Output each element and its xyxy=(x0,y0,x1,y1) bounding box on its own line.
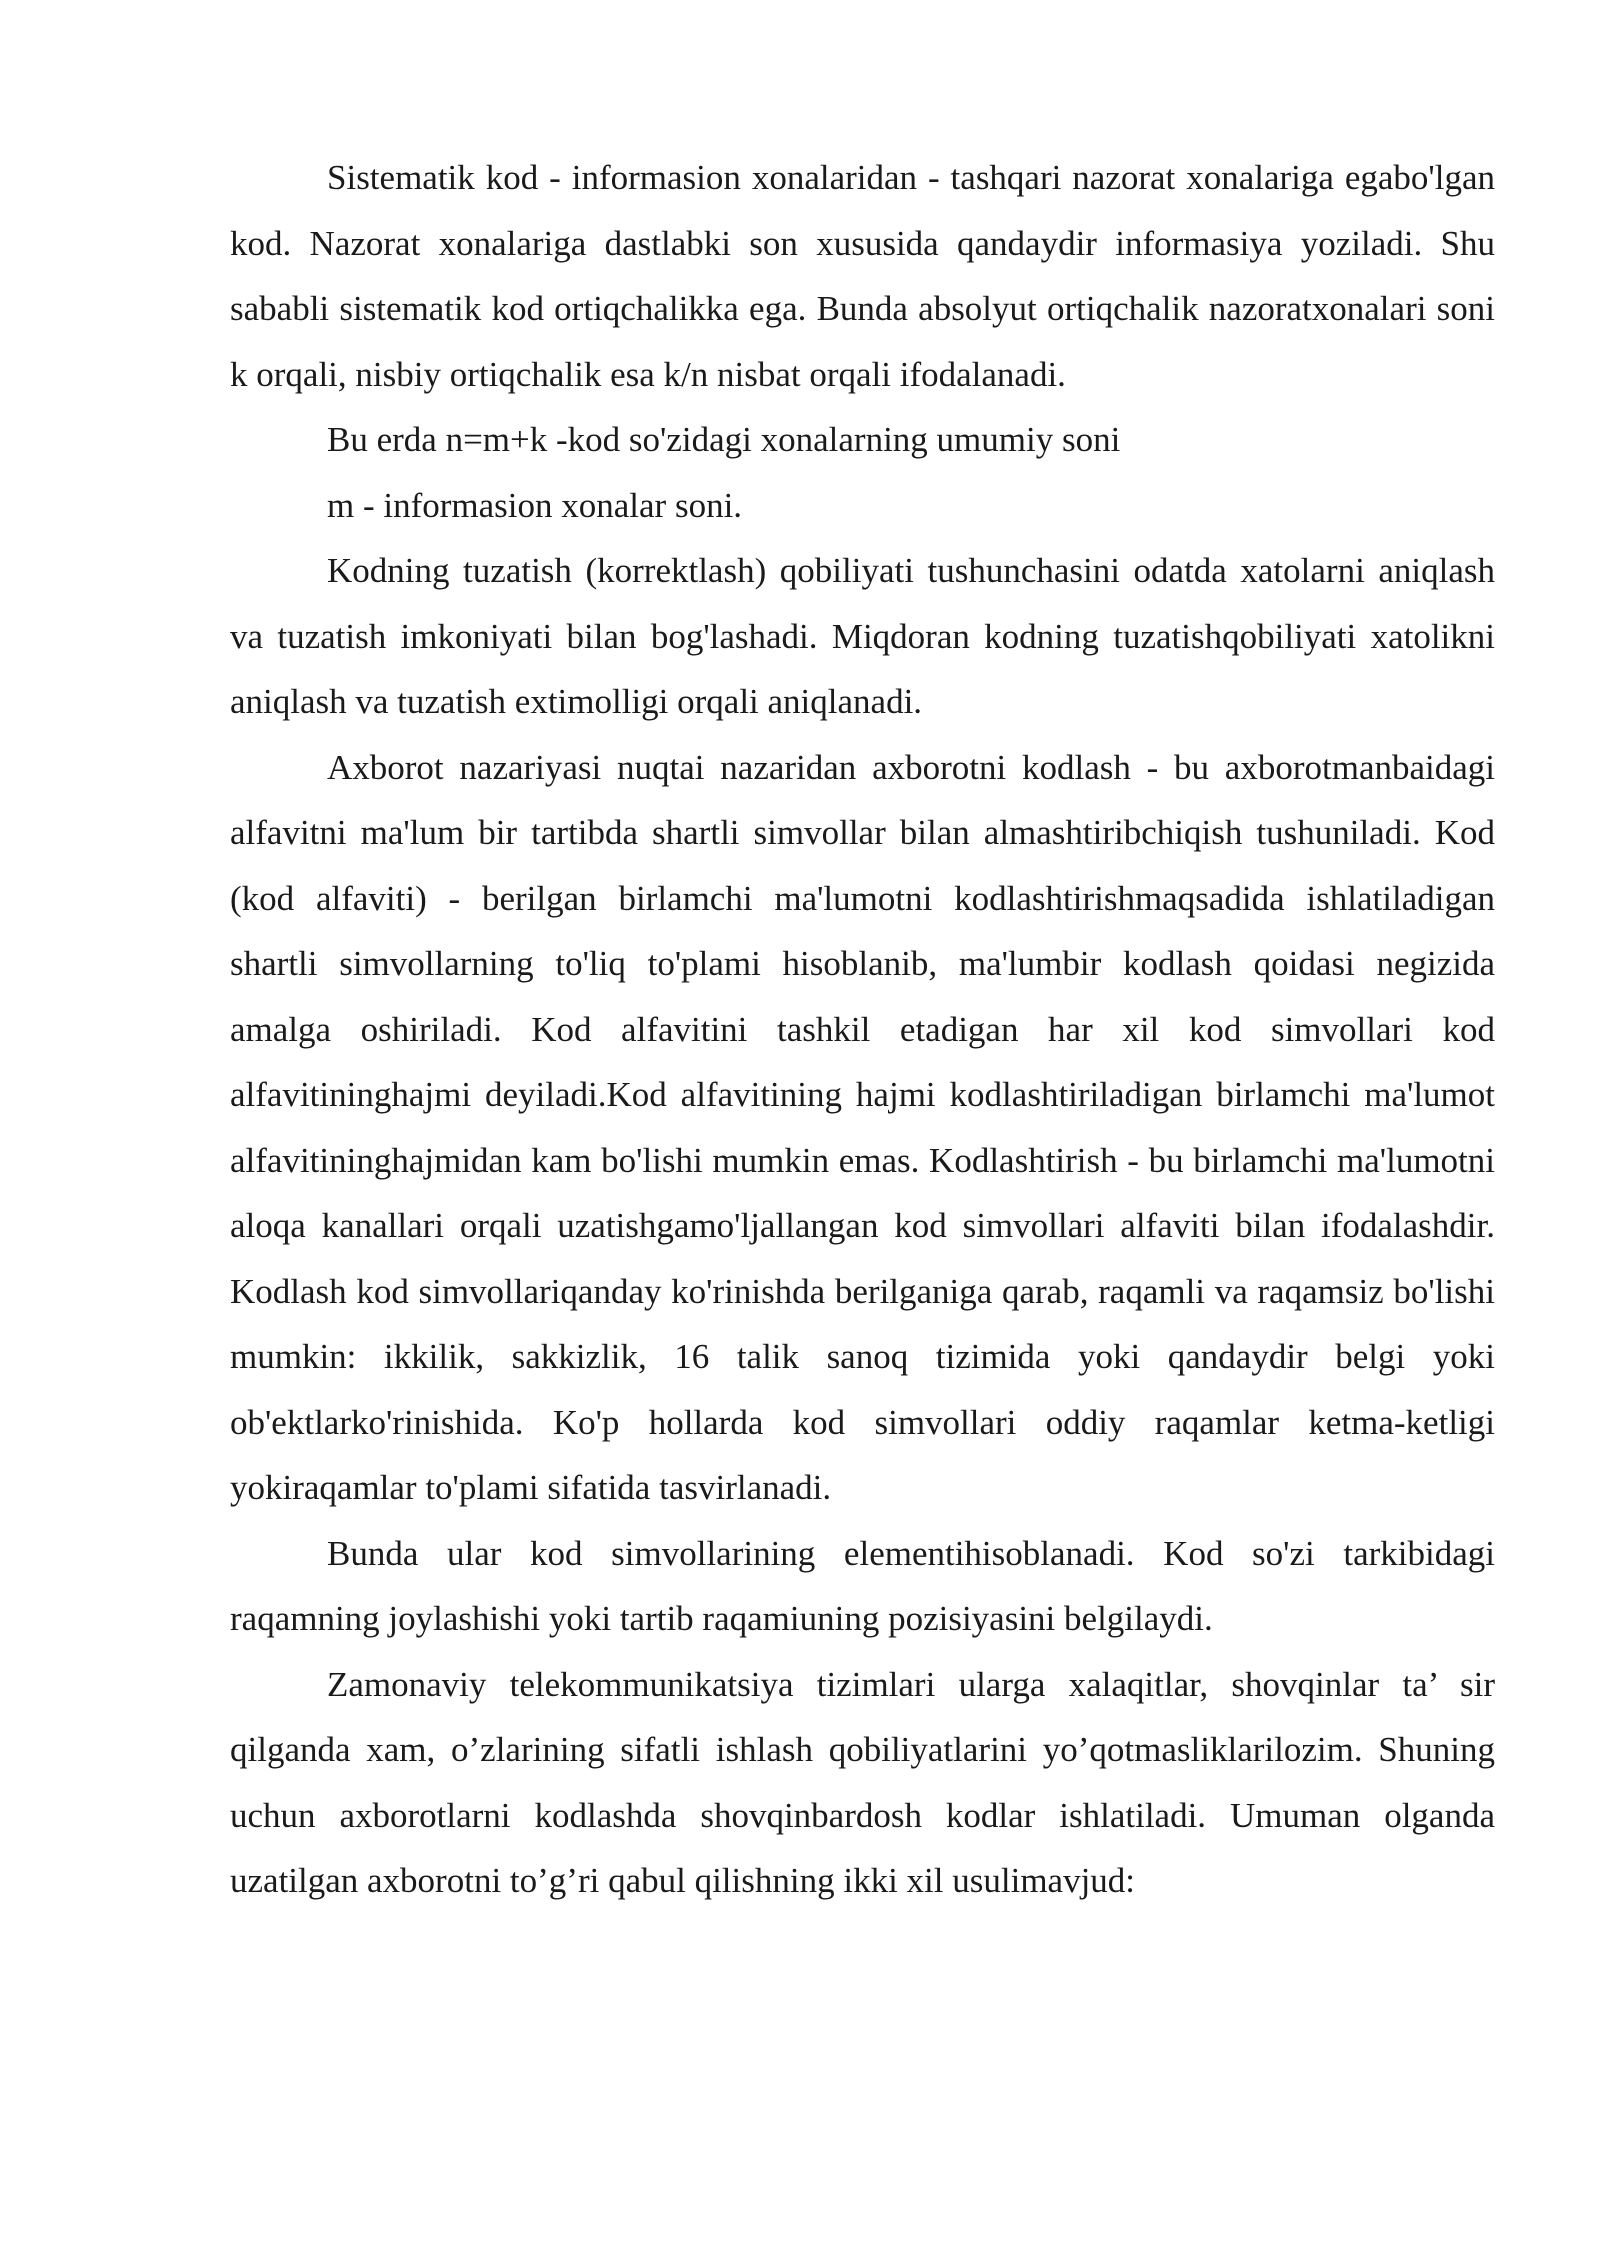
paragraph-information-theory: Axborot nazariyasi nuqtai nazaridan axborotni kodlash - bu axborotmanbaidagi alfavitni ma'lum bir tartibda shartli simvollar bilan almashtiribchiqish tushuniladi. Kod (kod alfaviti) - berilgan birlamchi ma'lumotni kodlashtirishmaqsadida ishlatiladigan shartli simvollarning to'liq to'plami hisoblanib, ma'lumbir kodlash qoidasi negizida amalga oshiriladi. Kod alfavitini tashkil etadigan har xil kod simvollari kod alfavitininghajmi deyiladi.Kod alfavitining hajmi kodlashtiriladigan birlamchi ma'lumot alfavitininghajmidan kam bo'lishi mumkin emas. Kodlashtirish - bu birlamchi ma'lumotni aloqa kanallari orqali uzatishgamo'ljallangan kod simvollari alfaviti bilan ifodalashdir. Kodlash kod simvollariqanday ko'rinishda berilganiga qarab, raqamli va raqamsiz bo'lishi mumkin: ikkilik, sakkizlik, 16 talik sanoq tizimida yoki qandaydir belgi yoki ob'ektlarko'rinishida. Ko'p hollarda kod simvollari oddiy raqamlar ketma-ketligi yokiraqamlar to'plami sifatida tasvirlanadi. xyxy=(230,747,1495,1507)
paragraph-correction-ability: Kodning tuzatish (korrektlash) qobiliyati tushunchasini odatda xatolarni aniqlash va tuzatish imkoniyati bilan bog'lashadi. Miqdoran kodning tuzatishqobiliyati xatolikni aniqlash va tuzatish extimolligi orqali aniqlanadi. xyxy=(230,551,1495,721)
paragraph-code-elements: Bunda ular kod simvollarining elementihisoblanadi. Kod so'zi tarkibidagi raqamning joylashishi yoki tartib raqamiuning pozisiyasini belgilaydi. xyxy=(230,1533,1495,1638)
paragraph-systematic-code: Sistematik kod - informasion xonalaridan - tashqari nazorat xonalariga egabo'lgan kod. Nazorat xonalariga dastlabki son xususida qandaydir informasiya yoziladi. Shu sababli sistematik kod ortiqchalikka ega. Bunda absolyut ortiqchalik nazoratxonalari soni k orqali, nisbiy ortiqchalik esa k/n nisbat orqali ifodalanadi. xyxy=(230,158,1495,394)
paragraph-formula-m: m - informasion xonalar soni. xyxy=(327,485,743,525)
paragraph-formula-n: Bu erda n=m+k -kod so'zidagi xonalarning umumiy soni xyxy=(327,420,1121,459)
paragraph-telecom-systems: Zamonaviy telekommunikatsiya tizimlari ularga xalaqitlar, shovqinlar ta’ sir qilganda xam, o’zlarining sifatli ishlash qobiliyatlarini yo’qotmasliklarilozim. Shuning uchun axborotlarni kodlashda shovqinbardosh kodlar ishlatiladi. Umuman olganda uzatilgan axborotni to’g’ri qabul qilishning ikki xil usulimavjud: xyxy=(230,1664,1495,1900)
document-page xyxy=(230,145,1495,1914)
